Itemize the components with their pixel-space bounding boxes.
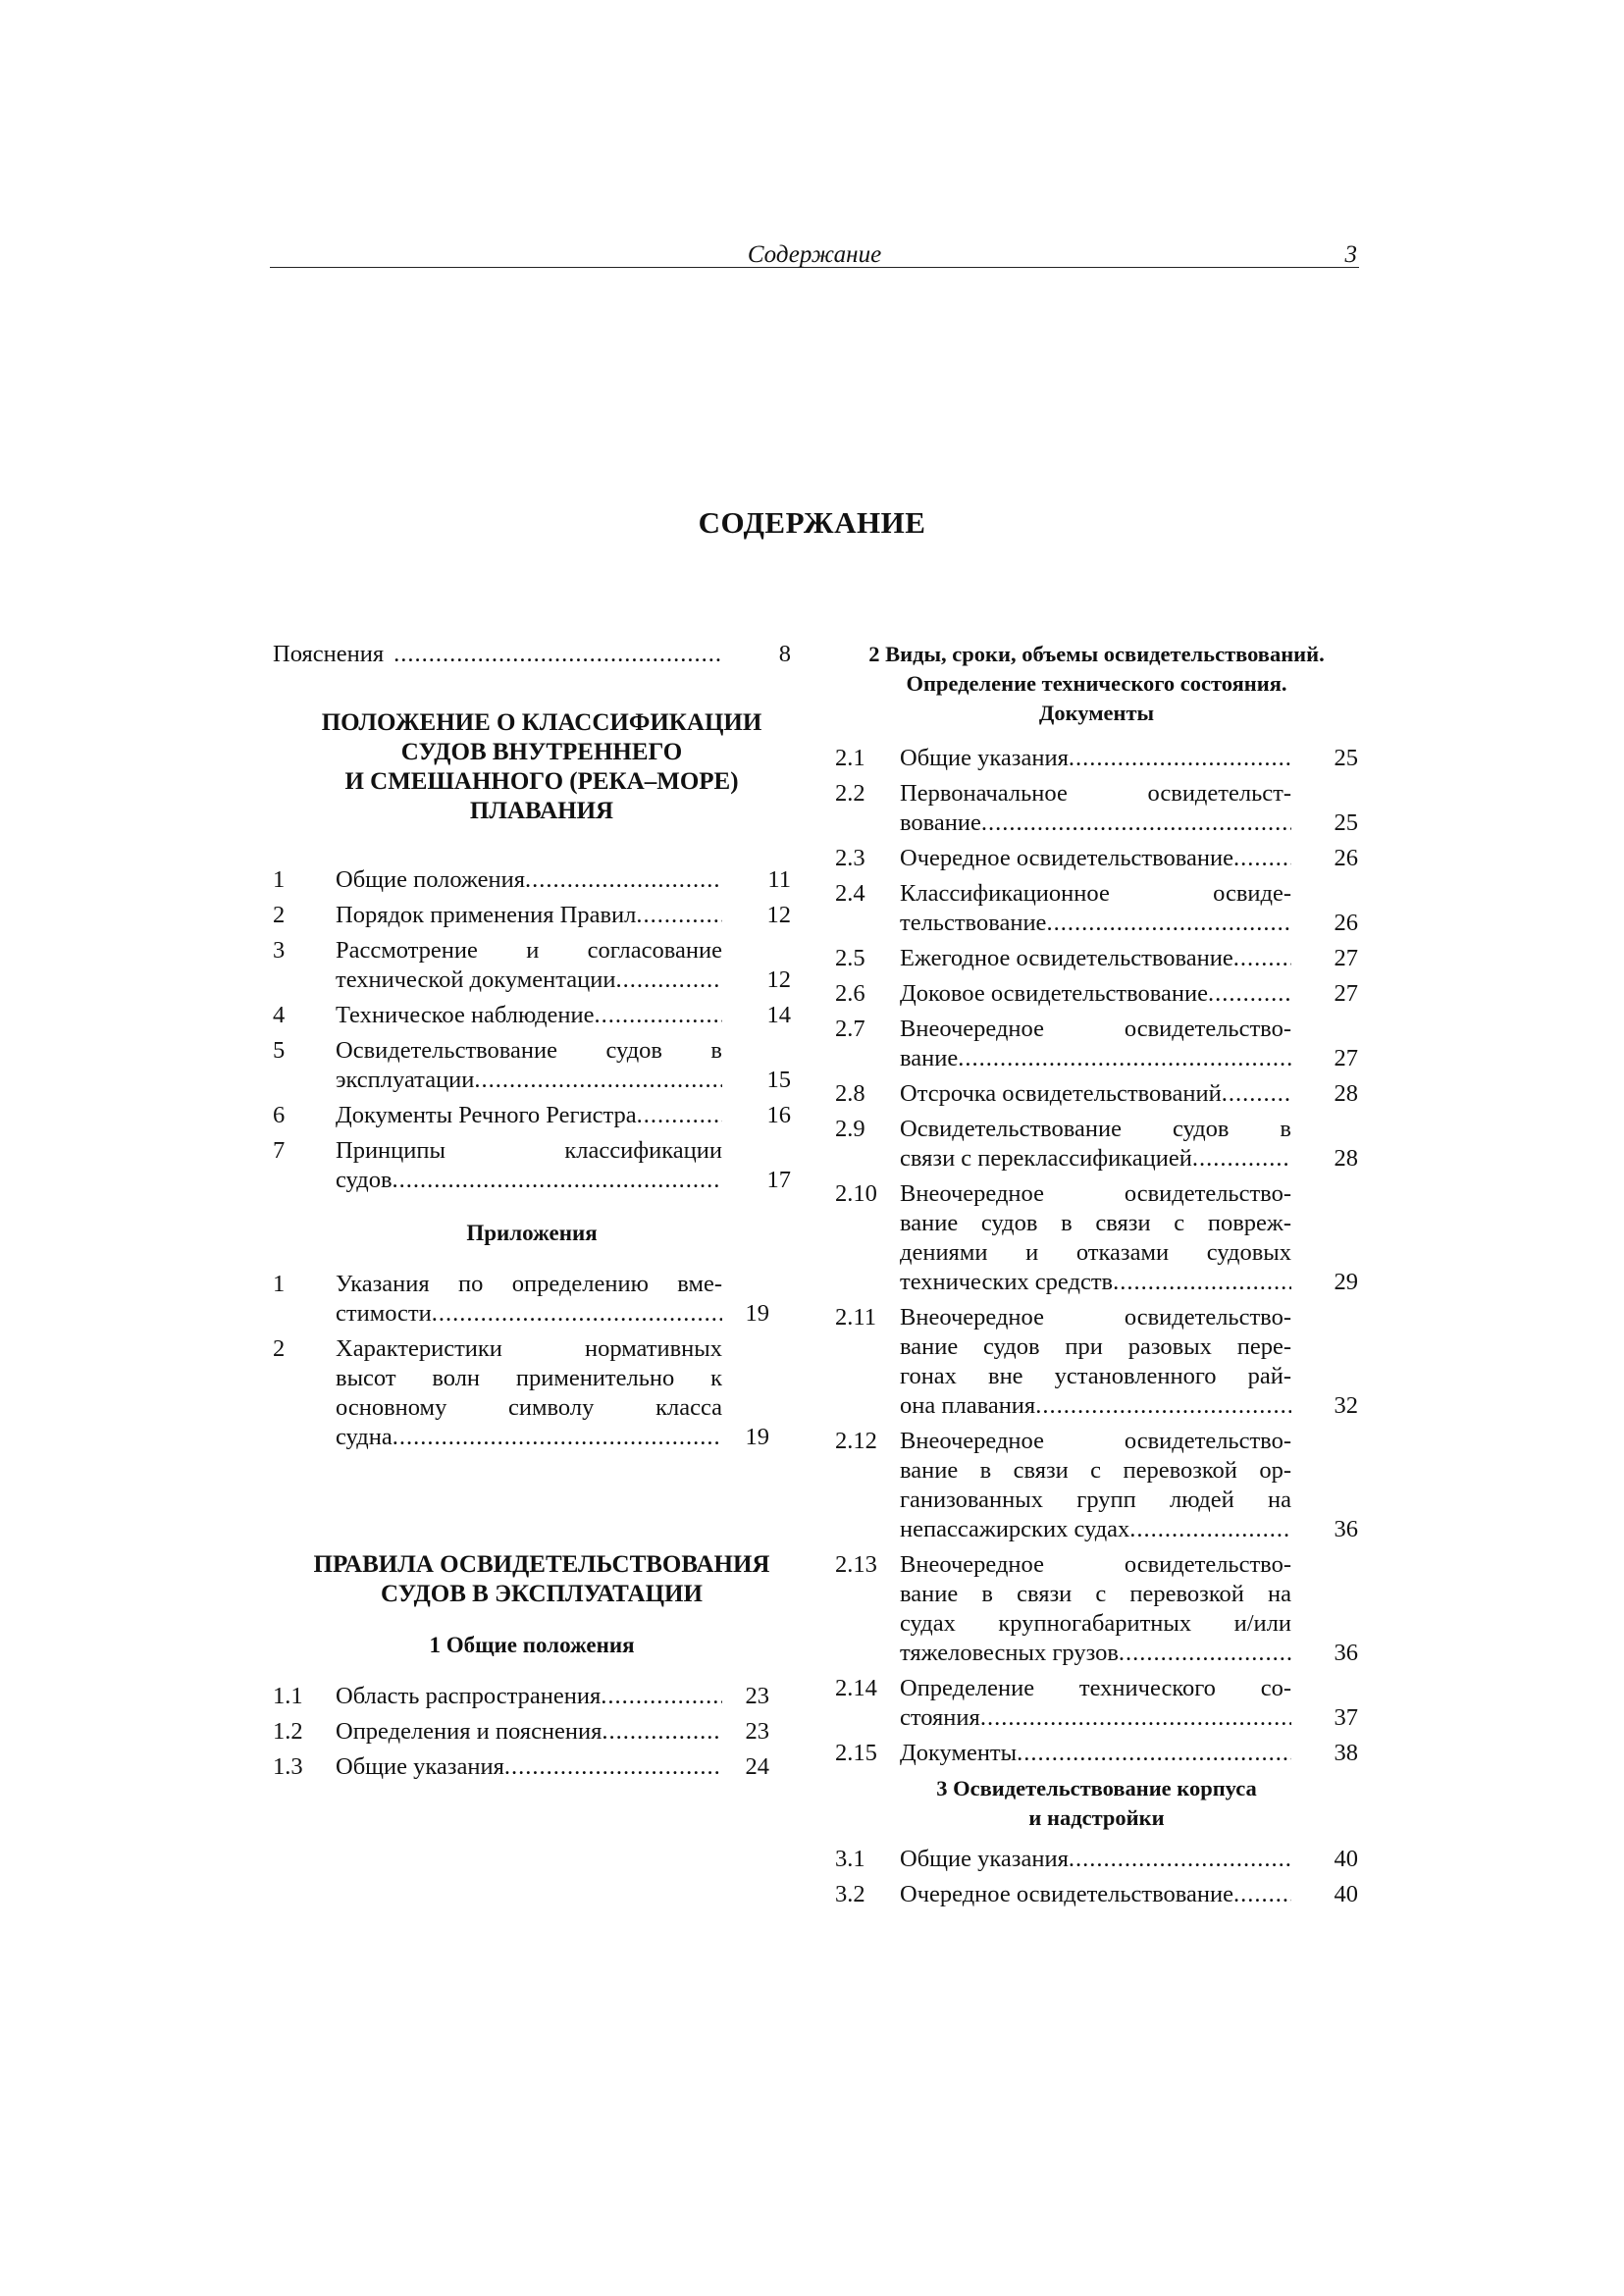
entry-number: 2 (273, 1335, 286, 1362)
entry-page: 11 (767, 866, 791, 893)
entry-page: 36 (1334, 1516, 1358, 1542)
entry-page: 32 (1334, 1392, 1358, 1419)
entry-page: 23 (745, 1683, 769, 1709)
entry-page: 25 (1334, 809, 1358, 836)
dot-leader (1208, 979, 1291, 1009)
entry-number: 3.2 (835, 1881, 865, 1907)
entry-text: Документы Речного Регистра (336, 1102, 637, 1128)
entry-number: 5 (273, 1037, 286, 1064)
toc-entry[interactable] (835, 779, 1358, 838)
entry-number: 2.1 (835, 745, 865, 771)
part1-title (292, 708, 791, 826)
dot-leader (1113, 1268, 1291, 1297)
toc-entry-intro[interactable] (273, 640, 791, 669)
toc-entry[interactable] (835, 1674, 1358, 1733)
entry-page: 16 (766, 1102, 791, 1128)
entry-text: Очередное освидетельствование (900, 1881, 1233, 1907)
entry-number: 2 (273, 902, 286, 928)
entry-page: 27 (1334, 1045, 1358, 1071)
toc-entry[interactable] (273, 1136, 791, 1195)
toc-entry[interactable] (273, 901, 791, 930)
entry-text: основному символу класса (336, 1394, 722, 1421)
entry-text: технических средств (900, 1269, 1114, 1295)
entry-number: 3 (273, 937, 286, 964)
entry-text: Общие положения (336, 866, 526, 893)
entry-text: Рассмотрение и согласование (336, 937, 722, 964)
entry-text: Внеочередное освидетельство- (900, 1016, 1291, 1042)
entry-number: 6 (273, 1102, 286, 1128)
entry-text: Техническое наблюдение (336, 1002, 595, 1028)
entry-page: 28 (1334, 1145, 1358, 1172)
heading-line: ПОЛОЖЕНИЕ О КЛАССИФИКАЦИИ (321, 709, 762, 736)
dot-leader (432, 1299, 722, 1329)
toc-right-column (835, 640, 1358, 1915)
heading-line: Определение технического состояния. (906, 671, 1287, 696)
entry-text: судна (336, 1424, 393, 1450)
entry-number: 1.1 (273, 1683, 303, 1709)
entry-number: 3.1 (835, 1846, 865, 1872)
entry-text: судов (336, 1167, 393, 1193)
entry-text: вание судов при разовых пере- (900, 1333, 1291, 1360)
entry-number: 2.11 (835, 1304, 876, 1331)
dot-leader (602, 1717, 722, 1747)
page-title: СОДЕРЖАНИЕ (698, 505, 926, 540)
entry-number: 2.5 (835, 945, 865, 971)
entry-page: 19 (745, 1300, 769, 1327)
entry-text: Внеочередное освидетельство- (900, 1304, 1291, 1331)
toc-entry[interactable] (273, 1682, 791, 1711)
section2-title (835, 640, 1358, 728)
entry-page: 40 (1334, 1846, 1358, 1872)
entry-page: 25 (1334, 745, 1358, 771)
toc-entry[interactable] (835, 879, 1358, 938)
entry-number: 1.2 (273, 1718, 303, 1745)
toc-entry[interactable] (835, 1550, 1358, 1668)
toc-left-column (273, 640, 791, 1788)
entry-text: вание (900, 1045, 959, 1071)
dot-leader (958, 1044, 1291, 1073)
entry-text: Порядок применения Правил (336, 902, 637, 928)
entry-text: непассажирских судах (900, 1516, 1130, 1542)
dot-leader (981, 809, 1291, 838)
entry-number: 2.2 (835, 780, 865, 807)
toc-entry[interactable] (835, 1739, 1358, 1768)
entry-page: 8 (778, 641, 791, 667)
toc-entry[interactable] (835, 944, 1358, 973)
entry-text: Принципы классификации (336, 1137, 722, 1164)
entry-text: стояния (900, 1704, 980, 1731)
entry-page: 12 (766, 966, 791, 993)
dot-leader (601, 1682, 722, 1711)
dot-leader (1233, 944, 1291, 973)
heading-line: 2 Виды, сроки, объемы освидетельствований. (868, 642, 1325, 666)
entry-page: 17 (766, 1167, 791, 1193)
entry-number: 2.13 (835, 1551, 877, 1578)
toc-entry[interactable] (273, 1101, 791, 1130)
entry-number: 2.8 (835, 1080, 865, 1107)
entry-text: вание судов в связи с повреж- (900, 1210, 1291, 1236)
entry-page: 37 (1334, 1704, 1358, 1731)
entry-text: Общие указания (336, 1753, 504, 1780)
heading-line: и надстройки (1028, 1805, 1165, 1830)
entry-text: Указания по определению вме- (336, 1271, 722, 1297)
dot-leader (1017, 1739, 1291, 1768)
entry-text: Внеочередное освидетельство- (900, 1180, 1291, 1207)
entry-text: Очередное освидетельствование (900, 845, 1233, 871)
heading-line: СУДОВ В ЭКСПЛУАТАЦИИ (381, 1581, 703, 1607)
entry-page: 19 (745, 1424, 769, 1450)
toc-entry[interactable] (835, 979, 1358, 1009)
entry-number: 2.6 (835, 980, 865, 1007)
entry-page: 14 (766, 1002, 791, 1028)
toc-entry[interactable] (835, 744, 1358, 773)
toc-entry[interactable] (835, 844, 1358, 873)
header-page-number: 3 (1344, 241, 1357, 268)
entry-text: Классификационное освиде- (900, 880, 1291, 907)
appendices-title: Приложения (466, 1221, 598, 1245)
heading-line: И СМЕШАННОГО (РЕКА–МОРЕ) (344, 768, 739, 795)
dot-leader (615, 965, 722, 995)
entry-text: эксплуатации (336, 1067, 475, 1093)
entry-number: 1 (273, 866, 286, 893)
entry-page: 27 (1334, 980, 1358, 1007)
toc-entry[interactable] (835, 1115, 1358, 1174)
entry-text: вование (900, 809, 981, 836)
toc-entry[interactable] (835, 1179, 1358, 1297)
dot-leader (393, 1423, 722, 1452)
entry-text: Характеристики нормативных (336, 1335, 722, 1362)
entry-number: 2.4 (835, 880, 865, 907)
heading-line: ПРАВИЛА ОСВИДЕТЕЛЬСТВОВАНИЯ (313, 1551, 770, 1578)
dot-leader (1035, 1391, 1291, 1421)
entry-text: Внеочередное освидетельство- (900, 1428, 1291, 1454)
toc-entry[interactable] (273, 1334, 791, 1452)
dot-leader (1222, 1079, 1291, 1109)
entry-text: Документы (900, 1740, 1018, 1766)
entry-page: 15 (766, 1067, 791, 1093)
dot-leader (393, 640, 722, 669)
entry-text: тельствование (900, 910, 1047, 936)
entry-text: судах крупногабаритных и/или (900, 1610, 1291, 1637)
entry-text: Определение технического со- (900, 1675, 1291, 1701)
heading-line: ПЛАВАНИЯ (469, 798, 614, 824)
entry-text: Отсрочка освидетельствований (900, 1080, 1222, 1107)
toc-entry[interactable] (835, 1079, 1358, 1109)
toc-entry[interactable] (835, 1015, 1358, 1073)
entry-text: стимости (336, 1300, 432, 1327)
entry-page: 26 (1334, 910, 1358, 936)
entry-page: 40 (1334, 1881, 1358, 1907)
entry-text: высот волн применительно к (336, 1365, 722, 1391)
heading-line: Документы (1038, 701, 1155, 725)
entry-number: 2.10 (835, 1180, 877, 1207)
entry-text: дениями и отказами судовых (900, 1239, 1291, 1266)
dot-leader (1192, 1144, 1291, 1174)
dot-leader (1069, 1845, 1291, 1874)
entry-number: 2.9 (835, 1116, 865, 1142)
header-title: Содержание (747, 241, 882, 268)
entry-text: технической документации (336, 966, 616, 993)
entry-page: 28 (1334, 1080, 1358, 1107)
dot-leader (636, 901, 722, 930)
entry-page: 29 (1334, 1269, 1358, 1295)
toc-entry[interactable] (273, 865, 791, 895)
running-header (270, 241, 1359, 268)
dot-leader (474, 1066, 722, 1095)
section1-title: 1 Общие положения (429, 1633, 635, 1657)
dot-leader (1233, 1880, 1291, 1909)
section3-title (835, 1774, 1358, 1833)
heading-line: СУДОВ ВНУТРЕННЕГО (400, 739, 683, 765)
entry-text: Освидетельствование судов в (900, 1116, 1291, 1142)
part2-title (292, 1550, 791, 1609)
entry-page: 36 (1334, 1640, 1358, 1666)
dot-leader (595, 1001, 722, 1030)
entry-text: Ежегодное освидетельствование (900, 945, 1233, 971)
toc-entry[interactable] (273, 1270, 791, 1329)
entry-text: вание в связи с перевозкой на (900, 1581, 1291, 1607)
entry-number: 2.14 (835, 1675, 877, 1701)
entry-text: Внеочередное освидетельство- (900, 1551, 1291, 1578)
dot-leader (525, 865, 722, 895)
entry-text: тяжеловесных грузов (900, 1640, 1119, 1666)
entry-number: 2.12 (835, 1428, 877, 1454)
toc-entry[interactable] (835, 1845, 1358, 1874)
entry-number: 1 (273, 1271, 286, 1297)
toc-entry[interactable] (835, 1427, 1358, 1544)
toc-entry[interactable] (273, 1717, 791, 1747)
entry-text: Доковое освидетельствование (900, 980, 1209, 1007)
entry-text: Область распространения (336, 1683, 602, 1709)
entry-page: 12 (766, 902, 791, 928)
toc-entry[interactable] (835, 1303, 1358, 1421)
entry-number: 2.3 (835, 845, 865, 871)
toc-entry[interactable] (273, 1752, 791, 1782)
toc-entry[interactable] (273, 1001, 791, 1030)
toc-entry[interactable] (835, 1880, 1358, 1909)
heading-line: 3 Освидетельствование корпуса (936, 1776, 1257, 1800)
entry-text: Общие указания (900, 1846, 1069, 1872)
entry-page: 26 (1334, 845, 1358, 871)
entry-text: Освидетельствование судов в (336, 1037, 722, 1064)
entry-number: 2.7 (835, 1016, 865, 1042)
entry-number: 2.15 (835, 1740, 877, 1766)
dot-leader (637, 1101, 722, 1130)
entry-text: Определения и пояснения (336, 1718, 602, 1745)
dot-leader (504, 1752, 722, 1782)
entry-page: 24 (745, 1753, 769, 1780)
dot-leader (1046, 909, 1291, 938)
entry-number: 7 (273, 1137, 286, 1164)
entry-text: Пояснения (273, 641, 385, 667)
entry-text: она плавания (900, 1392, 1036, 1419)
dot-leader (1233, 844, 1291, 873)
entry-text: гонах вне установленного рай- (900, 1363, 1291, 1389)
toc-entry[interactable] (273, 936, 791, 995)
dot-leader (1069, 744, 1291, 773)
entry-text: ганизованных групп людей на (900, 1487, 1291, 1513)
entry-number: 4 (273, 1002, 286, 1028)
dot-leader (393, 1166, 722, 1195)
dot-leader (1129, 1515, 1291, 1544)
entry-text: вание в связи с перевозкой ор- (900, 1457, 1291, 1484)
entry-page: 38 (1334, 1740, 1358, 1766)
entry-text: Общие указания (900, 745, 1069, 771)
dot-leader (1119, 1639, 1291, 1668)
dot-leader (980, 1703, 1291, 1733)
entry-text: связи с переклассификацией (900, 1145, 1192, 1172)
entry-text: Первоначальное освидетельст- (900, 780, 1291, 807)
entry-page: 23 (745, 1718, 769, 1745)
entry-page: 27 (1334, 945, 1358, 971)
toc-entry[interactable] (273, 1036, 791, 1095)
entry-number: 1.3 (273, 1753, 303, 1780)
